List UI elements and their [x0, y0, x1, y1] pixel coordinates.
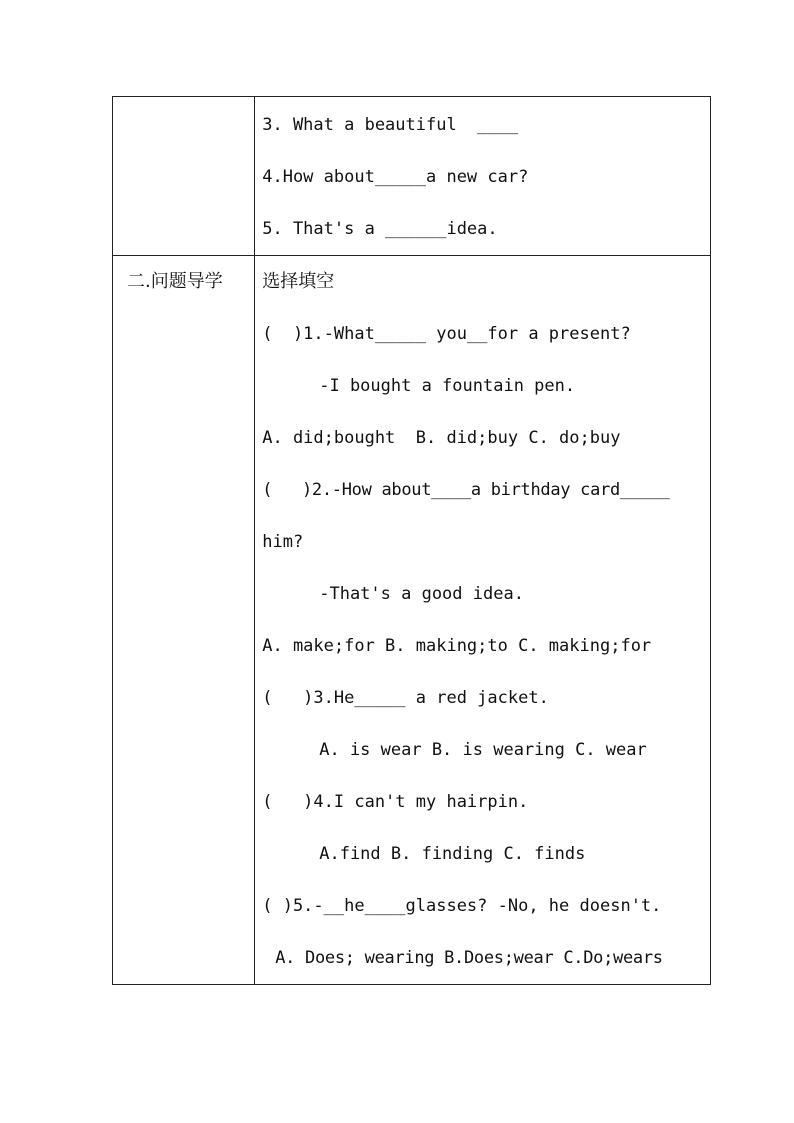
exercise-line-4: 4.How about_____a new car? [262, 167, 529, 187]
question-5: ( )5.-__he____glasses? -No, he doesn't. [262, 896, 662, 916]
section-label-cell [113, 97, 255, 256]
question-2-continued: him? [262, 532, 304, 552]
question-4: ( )4.I can't my hairpin. [262, 792, 529, 812]
exercise-line-3: 3. What a beautiful ____ [262, 115, 519, 135]
question-4-options: A.find B. finding C. finds [319, 844, 586, 864]
question-1-answer: -I bought a fountain pen. [319, 376, 576, 396]
section-content-cell [255, 97, 711, 256]
question-3-options: A. is wear B. is wearing C. wear [319, 740, 647, 760]
question-2: ( )2.-How about____a birthday card_____ [262, 480, 670, 500]
question-3: ( )3.He_____ a red jacket. [262, 688, 549, 708]
question-2-answer: -That's a good idea. [319, 584, 524, 604]
question-1-options: A. did;bought B. did;buy C. do;buy [262, 428, 621, 448]
question-5-options: A. Does; wearing B.Does;wear C.Do;wears [275, 948, 663, 968]
table-row [113, 97, 711, 256]
exercise-line-5: 5. That's a ______idea. [262, 219, 498, 239]
section-content-cell [255, 256, 711, 985]
worksheet-table [112, 96, 711, 985]
section-label [113, 97, 254, 149]
question-1: ( )1.-What_____ you__for a present? [262, 324, 631, 344]
table-row [113, 256, 711, 985]
section-heading: 选择填空 [262, 271, 335, 292]
section-label-cell [113, 256, 255, 985]
section-label: 二.问题导学 [127, 271, 223, 292]
question-2-options: A. make;for B. making;to C. making;for [262, 636, 652, 656]
